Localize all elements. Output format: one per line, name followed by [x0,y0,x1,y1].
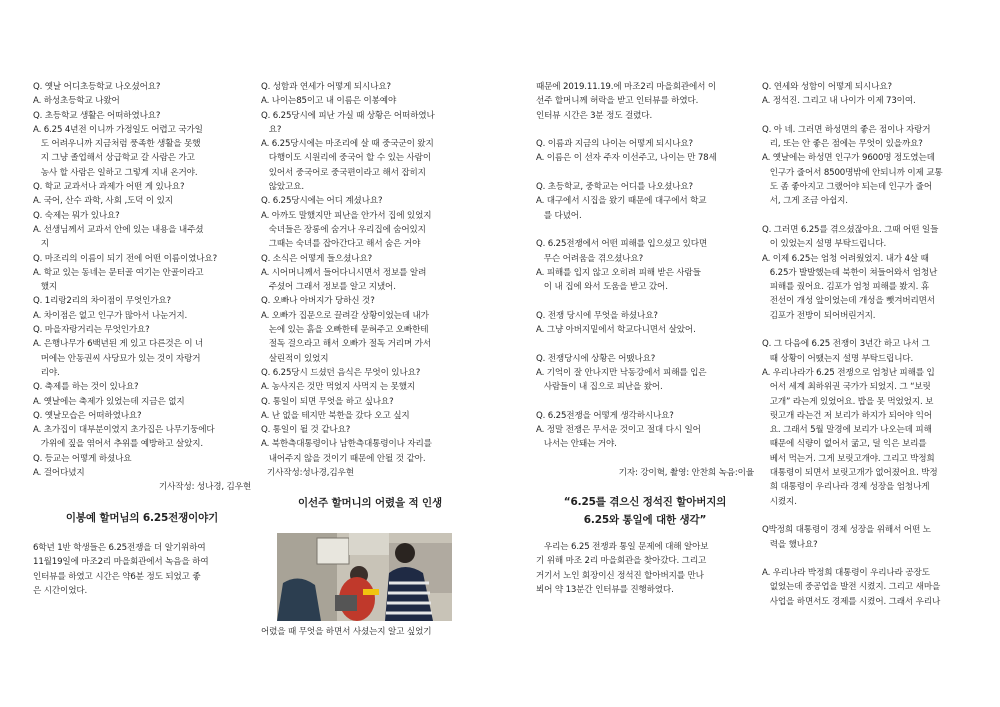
text-line: A. 난 없을 테지만 북한을 갔다 오고 싶지 [261,410,410,421]
text-line: 릿고개 라는건 저 보리가 하지가 되어야 익어 [762,410,932,421]
text-line [536,337,754,351]
text-line: A. 우리나라가 6.25 전쟁으로 엄청난 피해를 입 [762,367,935,378]
text-line: 력을 했나요? [762,539,818,550]
text-line [536,294,754,308]
text-line: 인터뷰를 하였고 시간은 약6분 정도 되었고 좋 [33,571,201,582]
text-line: Q. 옛날 어디초등학교 나오셨어요? [33,82,161,92]
text-line [536,166,754,180]
text-line: Q. 6.25당시 드셨던 음식은 무엇이 있나요? [261,367,421,378]
text-line: 대통령이 되면서 보릿고개가 없어졌어요. 박정 [762,468,938,479]
text-line: 피해를 줬어요. 김포가 엄청 피해를 봤지. 휴 [762,282,929,293]
text-line [762,509,980,523]
column-1 [33,80,251,598]
column-2 [261,80,479,511]
text-line: 때 상황이 어땠는지 설명 부탁드립니다. [762,353,914,364]
text-line: Q. 아 네. 그러면 하성면의 좋은 점이나 자랑거 [762,124,931,135]
text-line: A. 정석진. 그리고 내 나이가 이제 73이여. [762,96,916,107]
text-line: 시켰지. [762,496,797,507]
text-line: A. 선생님께서 교과서 안에 있는 내용을 내주셨 [33,224,204,235]
text-line: A. 이름은 이 선자 주자 이선주고, 나이는 만 78세 [536,153,717,164]
text-line: A. 피해를 입지 않고 오히려 피해 받은 사람들 [536,267,701,278]
text-line: Q. 초등학교 생활은 어떠하였나요? [33,110,161,121]
text-line: Q. 그 다음에 6.25 전쟁이 3년간 하고 나서 그 [762,339,930,350]
text-line: A. 북한측대통령이나 남한측대통령이나 자리를 [261,439,432,450]
section-title-line-1: “6.25를 겪으신 정석진 할아버지의 [563,496,727,509]
text-line: A. 아까도 말했지만 피난을 안가서 집에 있었지 [261,210,432,221]
text-line: 희 대통령이 우리나라 경제 성장을 엄청나게 [762,482,930,493]
interview-qa-list [261,80,479,466]
text-line: 했지 [33,282,58,293]
text-line: 를 다녔어. [536,210,582,221]
text-line: 않았고요. [261,182,304,193]
text-line: 다행이도 시원리에 중국어 할 수 있는 사람이 [261,153,431,164]
text-line: 사업을 하면서도 경제를 시켰어. 그래서 우리나 [762,596,941,607]
text-line: Q. 마을자랑거리는 무엇인가요? [33,325,150,336]
text-line: Q. 6.25전쟁에서 어떤 피해를 입으셨고 있다면 [536,239,708,250]
text-line [536,395,754,409]
text-line: Q. 학교 교과서나 과제가 어떤 게 있나요? [33,182,185,193]
text-line: 기 위해 마조 2리 마을회관을 찾아갔다. 그리고 [536,556,707,567]
text-line: 지 [33,239,49,250]
article-credit: 기자: 강이혁, 촬영: 안찬희 녹음:이율 [618,467,754,478]
text-line: A. 농사지은 것만 먹었지 사먹지 는 못했지 [261,382,416,393]
text-line: Q. 축제를 하는 것이 있나요? [33,382,139,393]
text-line: 있어서 중국어로 중국편이라고 해서 잡히지 [261,167,426,178]
text-line: Q. 6.25전쟁을 어떻게 생각하시나요? [536,410,674,421]
photo-caption: 어렸을 때 무엇을 하면서 사셨는지 알고 싶었기 [261,627,432,637]
text-line: 때문에 2019.11.19.에 마조2리 마을회관에서 이 [536,82,717,92]
text-line: 주셨어 그래서 정보를 알고 지냈어. [261,282,396,293]
text-line: A. 정말 전쟁은 무서운 것이고 절대 다시 일어 [536,425,701,436]
section-title: 이선주 할머니의 어렸을 적 인생 [298,497,442,510]
text-line: Q. 초등학교, 중학교는 어디를 나오셨나요? [536,182,693,193]
text-line: 이 내 집에 와서 도움을 받고 갔어. [536,282,668,293]
text-line: 사람들이 내 집으로 피난을 왔어. [536,382,663,393]
text-line: A. 그냥 아버지밑에서 학교다니면서 살았어. [536,325,696,336]
text-line: 전선이 개성 앞이었는데 개성을 뺏겨버리면서 [762,296,935,307]
text-line: A. 우리나라 박정희 대통령이 우리나라 공장도 [762,568,930,579]
text-line: A. 시어머니께서 들어다니시면서 정보를 알려 [261,267,427,278]
text-line: Q. 숙제는 뭐가 있나요? [33,210,120,221]
text-line: 고개” 라는게 있었어요. 밥을 못 먹었었지. 보 [762,396,934,407]
text-line: Q. 연세와 성함이 어떻게 되시나요? [762,82,892,92]
article-credit: 기사작성: 성나경, 김우현 [158,482,251,493]
text-line: A. 6.25당시에는 마조리에 살 때 중국군이 왔지 [261,139,434,150]
text-line: 때문에 식량이 없어서 굶고, 덜 익은 보리를 [762,439,927,450]
text-line: 거기서 노인 회장이신 정석진 할아버지를 만나 [536,570,704,581]
photo-caption-area [261,625,479,639]
text-line: Q. 6.25당시에 피난 가실 때 상황은 어떠하였나 [261,110,435,121]
interview-qa-list [762,80,980,609]
text-line: A. 옛날에는 하성면 인구가 9600명 정도였는데 [762,153,935,164]
text-line: Q. 전쟁 당시에 무엇을 하셨나요? [536,310,658,321]
text-line: 절독 걸으라고 해서 오빠가 절독 거리며 가서 [261,339,431,350]
text-line: Q. 등교는 어떻게 하셨나요 [33,453,132,464]
column-3 [536,80,754,597]
text-line: 나서는 안돼는 거야. [536,439,617,450]
text-line [536,223,754,237]
text-line [762,109,980,123]
text-line: A. 이제 6.25는 엄청 어려웠었지. 내가 4살 때 [762,253,929,264]
text-line: Q. 이름과 지금의 나이는 어떻게 되시나요? [536,139,693,150]
text-line: 가위에 짚을 엮어서 추위를 예방하고 살았지. [33,439,203,450]
text-line: Q. 그러면 6.25를 겪으셨잖아요. 그때 어떤 일들 [762,224,939,235]
column-4 [762,80,980,609]
text-line: 인터뷰 시간은 3분 정도 걸렸다. [536,110,653,121]
text-line: 11월19일에 마조2리 마을회관에서 녹음을 하여 [33,557,209,568]
section-title-line-2: 6.25와 통일에 대한 생각” [583,514,707,527]
intro-paragraph [33,541,251,598]
text-line: 인구가 줄어서 8500명밖에 안되니까 이제 교통 [762,167,943,178]
text-line: A. 국어, 산수 과학, 사회 ,도덕 이 있지 [33,196,173,207]
text-line: 없었는데 중공업을 발전 시켰지. 그리고 새마을 [762,582,941,593]
text-line [762,552,980,566]
interview-photo [277,533,452,621]
text-line: 6.25가 발발했는데 북한이 쳐들어와서 엄청난 [762,267,938,278]
text-line: 머에는 안동권씨 사당묘가 있는 것이 자랑거 [33,353,201,364]
text-line: A. 6.25 4년전 이니까 가정일도 어렵고 국가일 [33,124,203,135]
text-line: A. 걸어다녔지 [33,468,85,479]
text-line: Q. 옛날모습은 어떠하였나요? [33,410,142,421]
text-line: 우리는 6.25 전쟁과 통일 문제에 대해 알아보 [544,542,709,553]
text-line: 그때는 숙녀를 잡아간다고 해서 숨은 거야 [261,239,421,250]
text-line: Q. 소식은 어떻게 들으셨나요? [261,253,373,264]
text-line: A. 기억이 잘 안나지만 낙동강에서 피해를 입은 [536,367,707,378]
interview-qa-list [536,80,754,452]
text-line: 요? [261,124,282,135]
interview-qa-list [33,80,251,480]
text-line: Q. 1리랑2리의 차이점이 무엇인가요? [33,296,171,307]
text-line: A. 차이점은 없고 인구가 많아서 나눈거지. [33,310,188,321]
text-line: 어서 세계 최하위권 국가가 되었지. 그 “보릿 [762,382,931,393]
text-line: 무슨 어려움을 겪으셨나요? [536,253,643,264]
text-line [762,323,980,337]
text-line: 농사 할 사람은 일하고 그렇게 지내 온거야. [33,167,198,178]
text-line: 살린적이 있었지 [261,353,329,364]
text-line: 베서 먹는거. 그게 보릿고개야. 그리고 박정희 [762,453,935,464]
text-line: 도 좀 좋아지고 그랬어야 되는데 인구가 줄어 [762,182,932,193]
text-line: 리야. [33,367,60,378]
text-line: 내어주지 않을 것이기 때문에 안될 것 같아. [261,453,426,464]
text-line: A. 나이는85이고 내 이름은 이봉예야 [261,96,397,107]
text-line: 은 시간이었다. [33,585,88,596]
text-line: 리, 또는 안 좋은 점에는 무엇이 있을까요? [762,139,923,150]
section-title: 이봉예 할머님의 6.25전쟁이야기 [65,511,219,524]
text-line: A. 대구에서 시집을 왔기 때문에 대구에서 학교 [536,196,707,207]
text-line: Q. 통일이 되면 무엇을 하고 싶나요? [261,396,394,407]
text-line: Q. 6.25당시에는 어디 계셨나요? [261,196,383,207]
text-line: 이 있었는지 설명 부탁드립니다. [762,239,887,250]
text-line: 도 어려우니까 지금처럼 풍족한 생활을 못했 [33,139,201,150]
text-line: Q. 전쟁당시에 상황은 어땠나요? [536,353,656,364]
text-line: Q. 성함과 연세가 어떻게 되시나요? [261,82,391,92]
text-line [762,209,980,223]
text-line: 숙녀들은 장롱에 숨거나 우리집에 숨어있지 [261,224,426,235]
text-line: Q. 오빠나 아버지가 당하신 것? [261,296,375,307]
text-line: Q. 마조리의 이름이 되기 전에 어떤 이름이였나요? [33,253,217,264]
text-line: 요. 그래서 5월 말경에 보리가 나오는데 피해 [762,425,932,436]
text-line: 6학년 1반 학생들은 6.25전쟁을 더 알기위하여 [33,542,206,553]
text-line: A. 은행나무가 6백년된 게 있고 다른것은 이 너 [33,339,204,350]
intro-paragraph [536,540,754,597]
text-line: A. 초가집이 대부분이였지 초가집은 나무기둥에다 [33,425,215,436]
article-credit: 기사작성:성나경,김우현 [267,468,354,479]
text-line: A. 학교 있는 동네는 문터골 여기는 안골이라고 [33,267,204,278]
text-line: A. 오빠가 집문으로 끌려갈 상황이었는데 내가 [261,310,429,321]
text-line [536,123,754,137]
text-line: 김포가 전방이 되어버린거지. [762,310,876,321]
text-line: 논에 있는 흙을 오빠한테 문혀주고 오빠한테 [261,325,429,336]
text-line: 선주 할머니께 허락을 받고 인터뷰를 하였다. [536,96,699,107]
text-line: 서, 그게 조금 아쉽지. [762,196,848,207]
text-line: Q. 통일이 될 것 같나요? [261,425,351,436]
text-line: 지 그냥 졸업해서 상급학교 갈 사람은 가고 [33,153,195,164]
text-line: 뵈어 약 13분간 인터뷰를 진행하였다. [536,584,674,595]
text-line: A. 옛날에는 축제가 있었는데 지금은 없지 [33,396,185,407]
text-line: Q박정희 대통령이 경제 성장을 위해서 어떤 노 [762,525,931,536]
text-line: A. 하성초등학교 나왔어 [33,96,120,107]
